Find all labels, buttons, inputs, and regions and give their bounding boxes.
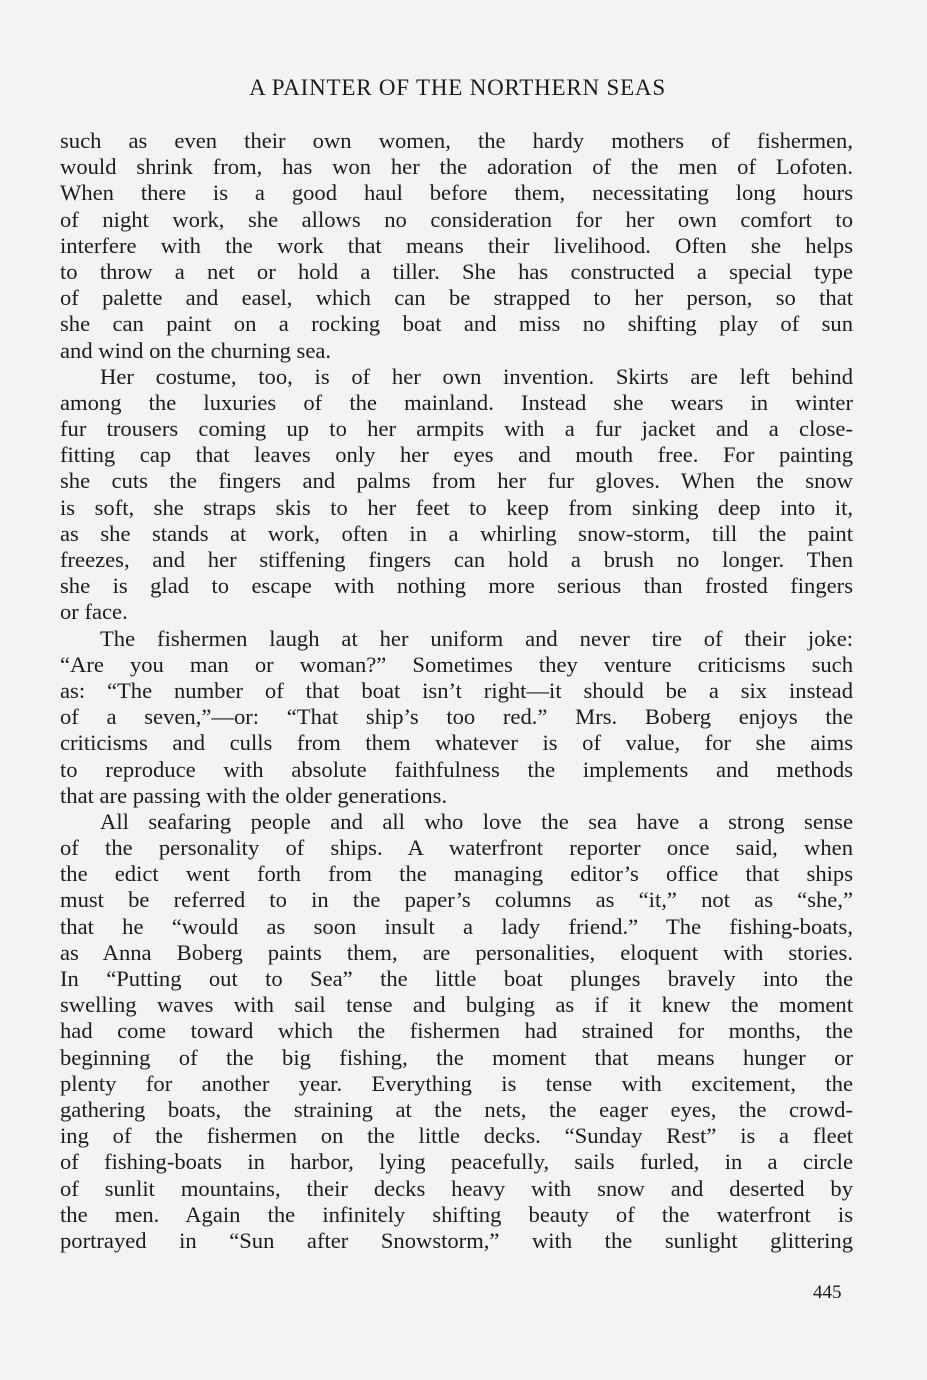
text-line: and wind on the churning sea. xyxy=(60,337,332,363)
text-line: or face. xyxy=(60,599,128,625)
text-line: of fishing-boats in harbor, lying peacefully, sails furled, in a circle xyxy=(60,1149,853,1175)
body-text xyxy=(60,128,853,1254)
text-line: of the personality of ships. A waterfront reporter once said, when xyxy=(60,835,853,861)
text-line: that are passing with the older generations. xyxy=(60,782,448,808)
text-line: beginning of the big fishing, the moment that means hunger or xyxy=(60,1044,853,1070)
paragraph xyxy=(60,128,853,364)
text-line: portrayed in “Sun after Snowstorm,” with the sunlight glittering xyxy=(60,1227,853,1253)
text-line: ing of the fishermen on the little decks. “Sunday Rest” is a fleet xyxy=(60,1123,853,1149)
text-line: such as even their own women, the hardy mothers of fishermen, xyxy=(60,128,853,153)
page-number: 445 xyxy=(813,1282,842,1303)
text-line: to reproduce with absolute faithfulness the implements and methods xyxy=(60,756,853,782)
text-line: of night work, she allows no consideration for her own comfort to xyxy=(60,206,853,232)
text-line: of sunlit mountains, their decks heavy with snow and deserted by xyxy=(60,1175,853,1201)
text-line: that he “would as soon insult a lady friend.” The fishing-boats, xyxy=(60,913,853,939)
paragraph xyxy=(60,364,853,626)
text-line: Her costume, too, is of her own invention. Skirts are left behind xyxy=(100,363,853,389)
text-line: plenty for another year. Everything is tense with excitement, the xyxy=(60,1070,853,1096)
text-line: had come toward which the fishermen had strained for months, the xyxy=(60,1018,853,1044)
text-line: would shrink from, has won her the adoration of the men of Lofoten. xyxy=(60,154,853,180)
text-line: of palette and easel, which can be strapped to her person, so that xyxy=(60,285,853,311)
text-line: All seafaring people and all who love the sea have a strong sense xyxy=(100,808,853,834)
running-head: A PAINTER OF THE NORTHERN SEAS xyxy=(249,75,666,100)
paragraph xyxy=(60,809,853,1254)
text-line: criticisms and culls from them whatever is of value, for she aims xyxy=(60,730,853,756)
text-line: as: “The number of that boat isn’t right—it should be a six instead xyxy=(60,677,853,703)
text-line: the men. Again the infinitely shifting beauty of the waterfront is xyxy=(60,1201,853,1227)
text-line: When there is a good haul before them, necessitating long hours xyxy=(60,180,853,206)
text-line: among the luxuries of the mainland. Instead she wears in winter xyxy=(60,389,853,415)
text-line: fur trousers coming up to her armpits with a fur jacket and a close- xyxy=(60,416,853,442)
text-line: of a seven,”—or: “That ship’s too red.” Mrs. Boberg enjoys the xyxy=(60,704,853,730)
text-line: she cuts the fingers and palms from her fur gloves. When the snow xyxy=(60,468,853,494)
text-line: she can paint on a rocking boat and miss no shifting play of sun xyxy=(60,311,853,337)
text-line: freezes, and her stiffening fingers can hold a brush no longer. Then xyxy=(60,547,853,572)
text-line: must be referred to in the paper’s columns as “it,” not as “she,” xyxy=(60,887,853,913)
text-line: as Anna Boberg paints them, are personalities, eloquent with stories. xyxy=(60,939,853,965)
text-line: swelling waves with sail tense and bulging as if it knew the moment xyxy=(60,992,853,1018)
text-line: she is glad to escape with nothing more serious than frosted fingers xyxy=(60,573,853,599)
text-line: to throw a net or hold a tiller. She has constructed a special type xyxy=(60,258,853,284)
text-line: The fishermen laugh at her uniform and never tire of their joke: xyxy=(100,625,853,651)
text-line: fitting cap that leaves only her eyes and mouth free. For painting xyxy=(60,442,853,468)
text-line: In “Putting out to Sea” the little boat plunges bravely into the xyxy=(60,966,853,991)
paragraph xyxy=(60,626,853,809)
text-line: “Are you man or woman?” Sometimes they venture criticisms such xyxy=(60,651,853,677)
text-line: gathering boats, the straining at the nets, the eager eyes, the crowd- xyxy=(60,1096,853,1122)
text-line: interfere with the work that means their livelihood. Often she helps xyxy=(60,232,853,258)
text-line: is soft, she straps skis to her feet to keep from sinking deep into it, xyxy=(60,494,853,520)
text-line: the edict went forth from the managing editor’s office that ships xyxy=(60,861,853,887)
text-line: as she stands at work, often in a whirling snow-storm, till the paint xyxy=(60,520,853,546)
